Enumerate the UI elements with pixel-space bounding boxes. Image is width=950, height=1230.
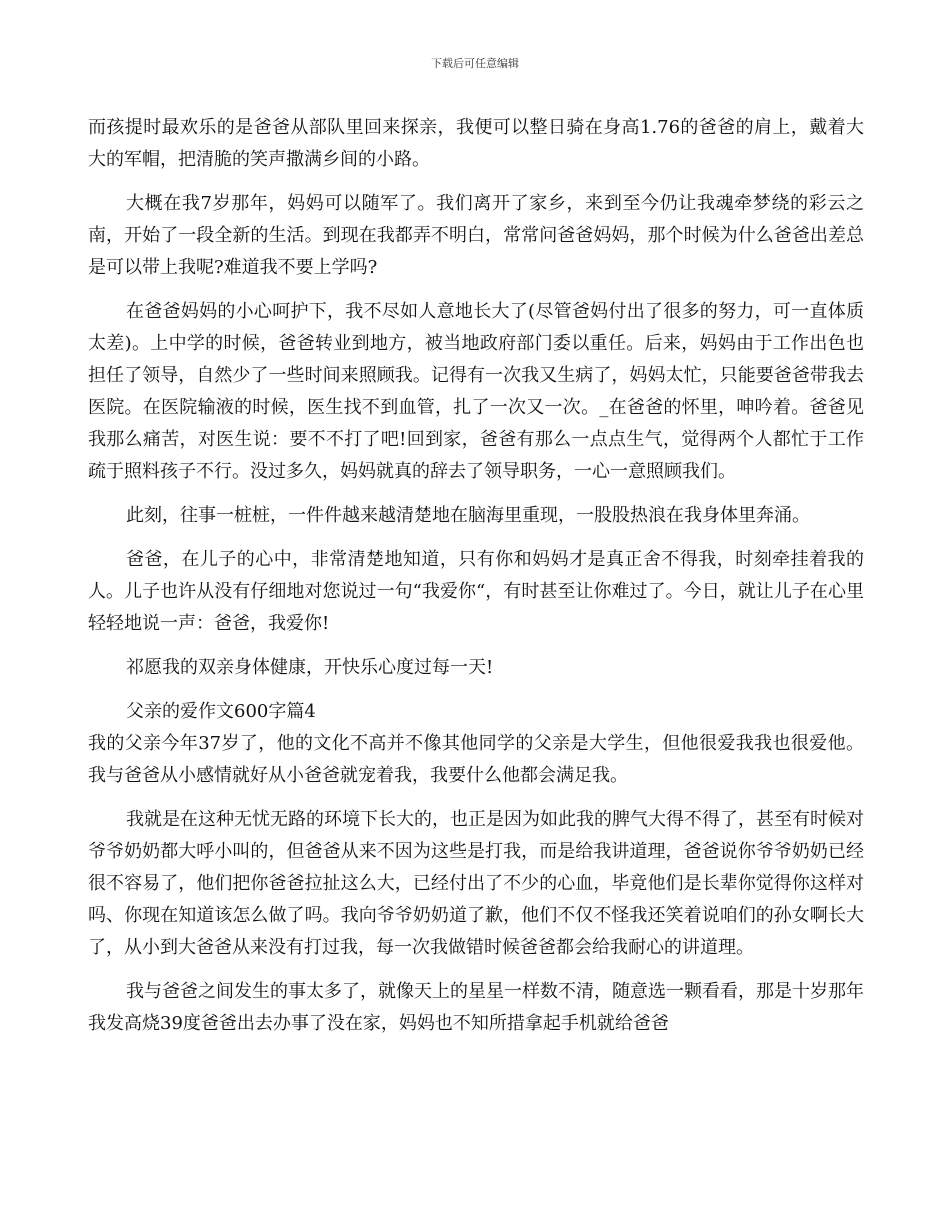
paragraph: 爸爸，在儿子的心中，非常清楚地知道，只有你和妈妈才是真正舍不得我，时刻牵挂着我的人。儿子也许从没有仔细地对您说过一句“我爱你“，有时甚至让你难过了。今日，就让儿子在心里轻轻地说一声：爸爸，我爱你!: [88, 549, 864, 634]
paragraph: 此刻，往事一桩桩，一件件越来越清楚地在脑海里重现，一股股热浪在我身体里奔涌。: [126, 505, 810, 526]
page-header: 下载后可任意编辑: [431, 57, 519, 70]
paragraph: 大概在我7岁那年，妈妈可以随军了。我们离开了家乡，来到至今仍让我魂牵梦绕的彩云之南，开始了一段全新的生活。到现在我都弄不明白，常常问爸爸妈妈，那个时候为什么爸爸出差总是可以带上我呢?难道我不要上学吗?: [88, 193, 864, 278]
paragraph: 祁愿我的双亲身体健康，开快乐心度过每一天!: [126, 657, 494, 678]
section-heading: 父亲的爱作文600字篇4: [126, 701, 316, 722]
document-body: [88, 112, 864, 1052]
paragraph: 我的父亲今年37岁了，他的文化不高并不像其他同学的父亲是大学生，但他很爱我我也很爱他。我与爸爸从小感情就好从小爸爸就宠着我，我要什么他都会满足我。: [88, 733, 864, 786]
paragraph: 而孩提时最欢乐的是爸爸从部队里回来探亲，我便可以整日骑在身高1.76的爸爸的肩上，戴着大大的军帽，把清脆的笑声撒满乡间的小路。: [88, 117, 864, 170]
paragraph: 在爸爸妈妈的小心呵护下，我不尽如人意地长大了(尽管爸妈付出了很多的努力，可一直体质太差)。上中学的时候，爸爸转业到地方，被当地政府部门委以重任。后来，妈妈由于工作出色也担任了领导，自然少了一些时间来照顾我。记得有一次我又生病了，妈妈太忙，只能要爸爸带我去医院。在医院输液的时候，医生找不到血管，扎了一次又一次。_在爸爸的怀里，呻吟着。爸爸见我那么痛苦，对医生说：要不不打了吧!回到家，爸爸有那么一点点生气，觉得两个人都忙于工作疏于照料孩子不行。没过多久，妈妈就真的辞去了领导职务，一心一意照顾我们。: [88, 301, 864, 482]
paragraph: 我与爸爸之间发生的事太多了，就像天上的星星一样数不清，随意选一颗看看，那是十岁那年我发高烧39度爸爸出去办事了没在家，妈妈也不知所措拿起手机就给爸爸: [88, 981, 864, 1034]
paragraph: 我就是在这种无忧无路的环境下长大的，也正是因为如此我的脾气大得不得了，甚至有时候对爷爷奶奶都大呼小叫的，但爸爸从来不因为这些是打我，而是给我讲道理，爸爸说你爷爷奶奶已经很不容易了，他们把你爸爸拉扯这么大，已经付出了不少的心血，毕竟他们是长辈你觉得你这样对吗、你现在知道该怎么做了吗。我向爷爷奶奶道了歉，他们不仅不怪我还笑着说咱们的孙女啊长大了，从小到大爸爸从来没有打过我，每一次我做错时候爸爸都会给我耐心的讲道理。: [88, 809, 864, 958]
